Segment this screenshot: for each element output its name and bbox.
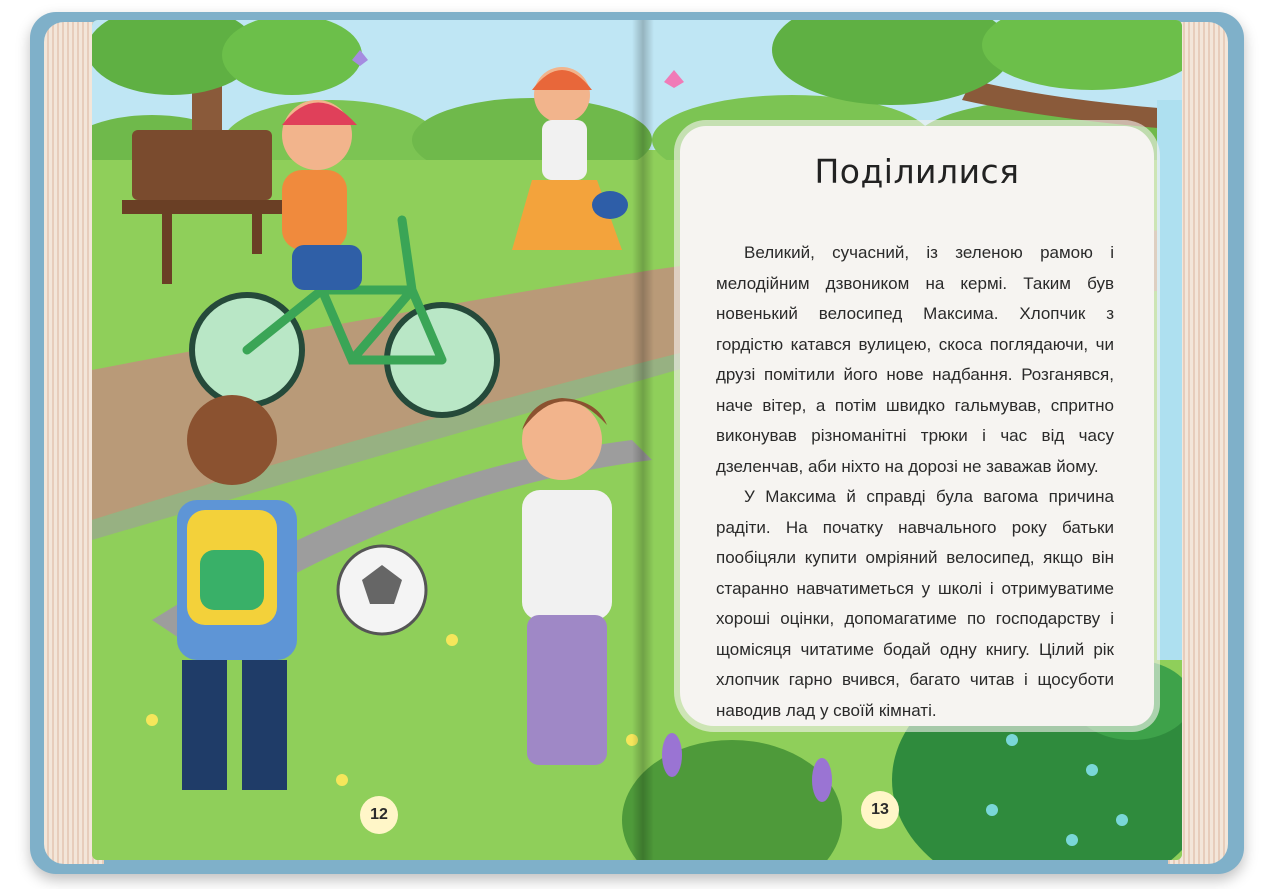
paragraph: Великий, сучасний, із зеленою рамою і мелодійним дзвоником на кермі. Таким був новенький велосипед Максима. Хлопчик з гордістю катався вулицею, скоса поглядаючи, чи друзі помітили його нове надбання. Розганявся, наче вітер, а потім швидко гальмував, спритно виконував різноманітні трюки і час від часу дзеленчав, аби ніхто на дорозі не заважав йому. (716, 243, 1114, 476)
page-number-right: 13 (861, 791, 899, 829)
ball-icon (338, 546, 426, 634)
window-edge (1157, 100, 1182, 660)
book-spread (92, 20, 1182, 860)
book-gutter (632, 20, 654, 860)
paragraph: У Максима й справді була вагома причина радіти. На початку навчального року батьки пообіцяли купити омріяний велосипед, якщо він старанно навчатиметься у школі і отримуватиме хороші оцінки, допомагатиме по господарству і щомісяця читатиме бодай одну книгу. Цілий рік хлопчик гарно вчився, багато читав і щосуботи наводив лад у своїй кімнаті. (716, 487, 1114, 720)
story-title: Поділилися (814, 152, 1020, 191)
backpack-icon (187, 510, 277, 625)
bag-icon (592, 191, 628, 219)
text-panel (680, 126, 1154, 726)
page-number-left: 12 (360, 796, 398, 834)
story-body (716, 238, 1114, 726)
sad-boy (522, 398, 612, 765)
